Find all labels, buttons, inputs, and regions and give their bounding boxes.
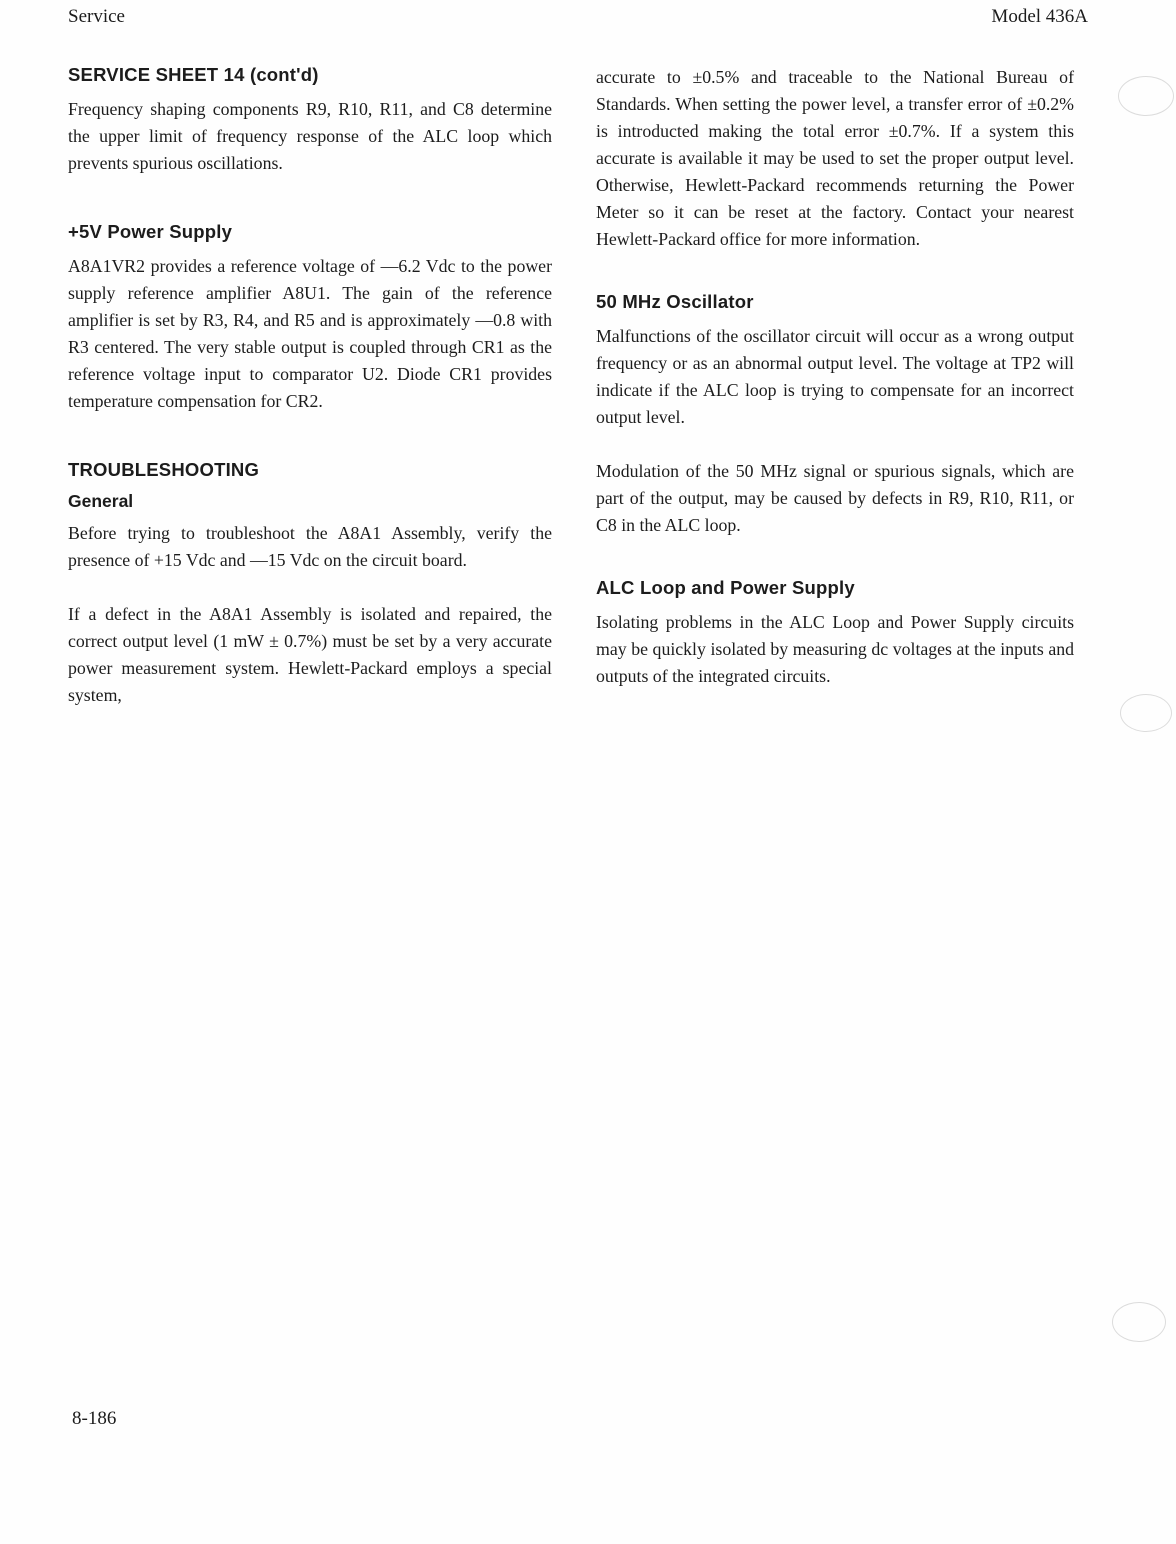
section-heading-alc-loop-power-supply: ALC Loop and Power Supply	[596, 577, 855, 598]
header-right-model-number: Model 436A	[991, 6, 1088, 27]
left-column	[68, 64, 552, 709]
paragraph: Isolating problems in the ALC Loop and Power Supply circuits may be quickly isolated by measuring dc voltages at the inputs and outputs of the integrated circuits.	[596, 612, 1074, 686]
scan-artifact-circle	[1112, 1302, 1166, 1342]
subsection-heading-general: General	[68, 491, 134, 511]
paragraph: Modulation of the 50 MHz signal or spurious signals, which are part of the output, may be caused by defects in R9, R10, R11, or C8 in the ALC loop.	[596, 461, 1074, 535]
paragraph: Malfunctions of the oscillator circuit will occur as a wrong output frequency or as an abnormal output level. The voltage at TP2 will indicate if the ALC loop is trying to compensate for an incorrect output level.	[596, 326, 1074, 427]
right-column	[596, 64, 1074, 690]
section-heading-service-sheet: SERVICE SHEET 14 (cont'd)	[68, 64, 319, 85]
paragraph: Before trying to troubleshoot the A8A1 Assembly, verify the presence of +15 Vdc and —15 Vdc on the circuit board.	[68, 523, 552, 570]
paragraph-continuation: accurate to ±0.5% and traceable to the National Bureau of Standards. When setting the power level, a transfer error of ±0.2% is introducted making the total error ±0.7%. If a system this accurate is available it may be used to set the proper output level. Otherwise, Hewlett-Packard recommends returning the Power Meter so it can be reset at the factory. Contact your nearest Hewlett-Packard office for more information.	[596, 67, 1074, 249]
paragraph: If a defect in the A8A1 Assembly is isolated and repaired, the correct output level (1 mW ± 0.7%) must be set by a very accurate power measurement system. Hewlett-Packard employs a special system,	[68, 604, 552, 705]
paragraph: A8A1VR2 provides a reference voltage of —6.2 Vdc to the power supply reference amplifier A8U1. The gain of the reference amplifier is set by R3, R4, and R5 and is approximately —0.8 with R3 centered. The very stable output is coupled through CR1 as the reference voltage input to comparator U2. Diode CR1 provides temperature compensation for CR2.	[68, 256, 552, 411]
header-left-running-title: Service	[68, 6, 125, 27]
section-heading-5v-power-supply: +5V Power Supply	[68, 221, 233, 242]
scan-artifact-circle	[1118, 76, 1174, 116]
section-heading-troubleshooting: TROUBLESHOOTING	[68, 459, 260, 480]
page-header	[68, 6, 1088, 28]
page-number: 8-186	[72, 1408, 117, 1429]
section-heading-50mhz-oscillator: 50 MHz Oscillator	[596, 291, 754, 312]
paragraph: Frequency shaping components R9, R10, R11, and C8 determine the upper limit of frequency response of the ALC loop which prevents spurious oscillations.	[68, 99, 552, 173]
scan-artifact-circle	[1120, 694, 1172, 732]
